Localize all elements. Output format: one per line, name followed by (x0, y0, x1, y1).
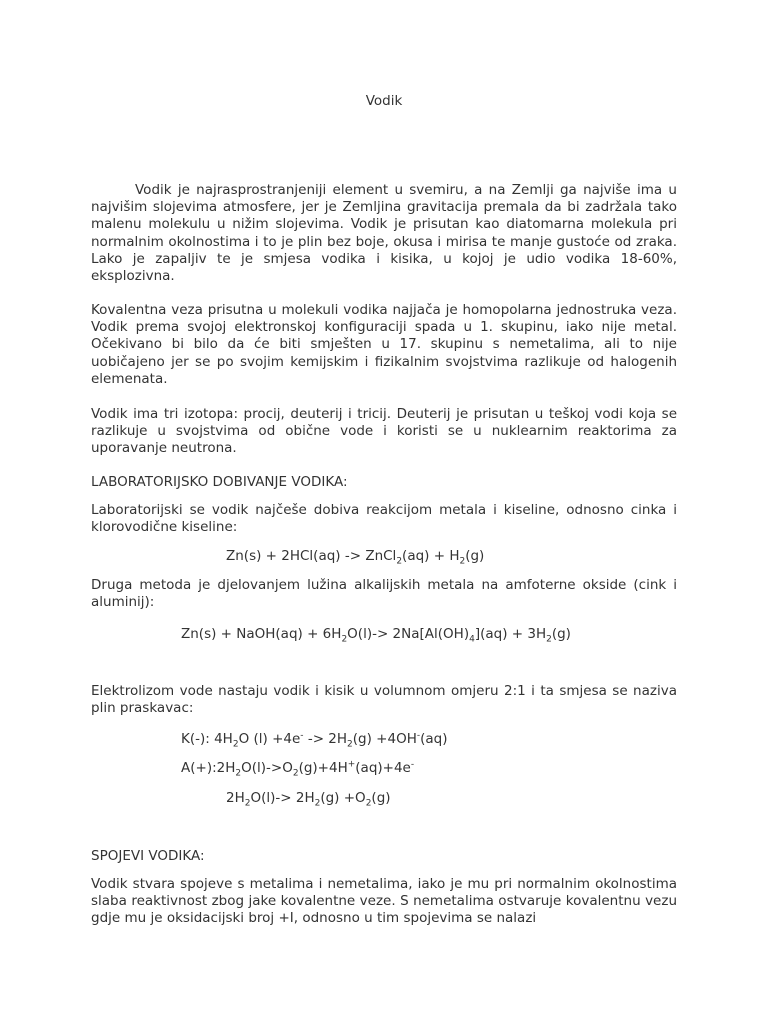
equation-anode: $A(+):2H_2O(l)->O_2(g)+4H^+(aq)+4e^-$ (181, 759, 415, 779)
equation-cathode: K(-): $4H_2O$ $(l) +4e^- -> 2H_2(g) +4OH^-(aq)$ (181, 730, 448, 750)
paragraph-isotopes: Vodik ima tri izotopa: procij, deuterij i tricij. Deuterij je prisutan u teškoj vodi koja se razlikuje u svojstvima od obične vode i koristi se u nuklearnim reaktorima za uporavanje neutrona. (91, 406, 677, 457)
equation-zinc-naoh: Zn(s) + NaOH(aq) + $6H_2O(l)-> 2Na[Al(OH)_4](aq) + 3H_2(g)$ (181, 626, 571, 645)
heading-compounds: SPOJEVI VODIKA: (91, 848, 205, 864)
equation-total: $2H_2O(l)-> 2H_2(g) +O_2(g)$ (226, 790, 391, 809)
document-title: Vodik (365, 93, 403, 109)
paragraph-alkali-method: Druga metoda je djelovanjem lužina alkalijskih metala na amfoterne okside (cink i aluminij): (91, 577, 677, 611)
paragraph-electrolysis: Elektrolizom vode nastaju vodik i kisik u volumnom omjeru 2:1 i ta smjesa se naziva plin praskavac: (91, 683, 677, 717)
paragraph-compounds: Vodik stvara spojeve s metalima i nemetalima, iako je mu pri normalnim okolnostima slaba reaktivnost zbog jake kovalentne veze. S nemetalima ostvaruje kovalentnu vezu gdje mu je oksidacijski broj +I, odnosno u tim spojevima se nalazi (91, 876, 677, 927)
equation-zinc-hcl: Zn(s) + 2HCl(aq) -> ZnCl$_2$(aq) + $H_2(g)$ (226, 548, 485, 567)
paragraph-covalent-bond: Kovalentna veza prisutna u molekuli vodika najjača je homopolarna jednostruka veza. Vodik prema svojoj elektronskoj konfiguraciji spada u 1. skupinu, iako nije metal. Očekivano bi bilo da će biti smješten u 17. skupinu s nemetalima, ali to nije uobičajeno jer se po svojim kemijskim i fizikalnim svojstvima razlikuje od halogenih elemenata. (91, 302, 677, 387)
paragraph-intro: Vodik je najrasprostranjeniji element u svemiru, a na Zemlji ga najviše ima u najvišim slojevima atmosfere, jer je Zemljina gravitacija premala da bi zadržala tako malenu molekulu u nižim slojevima. Vodik je prisutan kao diatomarna molekula pri normalnim okolnostima i to je plin bez boje, okusa i mirisa te manje gustoće od zraka. Lako je zapaljiv te je smjesa vodika i kisika, u kojoj je udio vodika 18-60%, eksplozivna. (91, 182, 677, 285)
heading-lab-production: LABORATORIJSKO DOBIVANJE VODIKA: (91, 474, 348, 490)
paragraph-lab-method: Laboratorijski se vodik najčeše dobiva reakcijom metala i kiseline, odnosno cinka i klorovodične kiseline: (91, 502, 677, 536)
